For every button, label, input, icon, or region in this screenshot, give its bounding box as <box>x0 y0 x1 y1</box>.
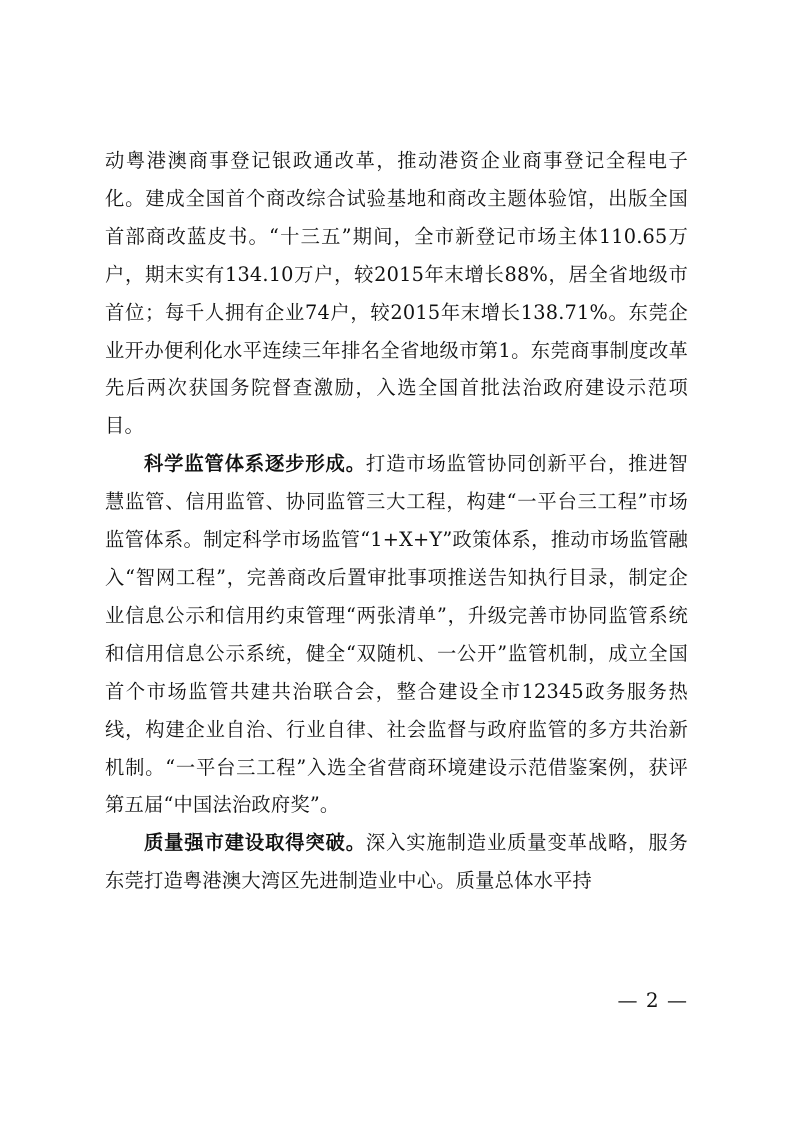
paragraph-text: 深入实施制造业质量变革战略，服务东莞打造粤港澳大湾区先进制造业中心。质量总体水平持 <box>105 831 689 893</box>
paragraph-lead-heading: 科学监管体系逐步形成。 <box>144 452 366 476</box>
paragraph-text: 打造市场监管协同创新平台，推进智慧监管、信用监管、协同监管三大工程，构建“一平台三工程”市场监管体系。制定科学市场监管“1+X+Y”政策体系，推动市场监管融入“智网工程”，完善商改后置审批事项推送告知执行目录，制定企业信息公示和信用约束管理“两张清单”，升级完善市协同监管系统和信用信息公示系统，健全“双随机、一公开”监管机制，成立全国首个市场监管共建共治联合会，整合建设全市12345政务服务热线，构建企业自治、行业自律、社会监督与政府监管的多方共治新机制。“一平台三工程”入选全省营商环境建设示范借鉴案例，获评第五届“中国法治政府奖”。 <box>105 452 689 817</box>
document-body <box>105 142 688 900</box>
paragraph-scientific-supervision <box>105 445 688 824</box>
paragraph-quality-city <box>105 824 688 900</box>
page-number: — 2 — <box>617 988 688 1012</box>
paragraph-business-reform <box>105 142 688 445</box>
paragraph-text: 动粤港澳商事登记银政通改革，推动港资企业商事登记全程电子化。建成全国首个商改综合试验基地和商改主题体验馆，出版全国首部商改蓝皮书。“十三五”期间，全市新登记市场主体110.65万户，期末实有134.10万户，较2015年末增长88%，居全省地级市首位；每千人拥有企业74户，较2015年末增长138.71%。东莞企业开办便利化水平连续三年排名全省地级市第1。东莞商事制度改革先后两次获国务院督查激励，入选全国首批法治政府建设示范项目。 <box>105 149 688 438</box>
paragraph-lead-heading: 质量强市建设取得突破。 <box>144 831 366 855</box>
